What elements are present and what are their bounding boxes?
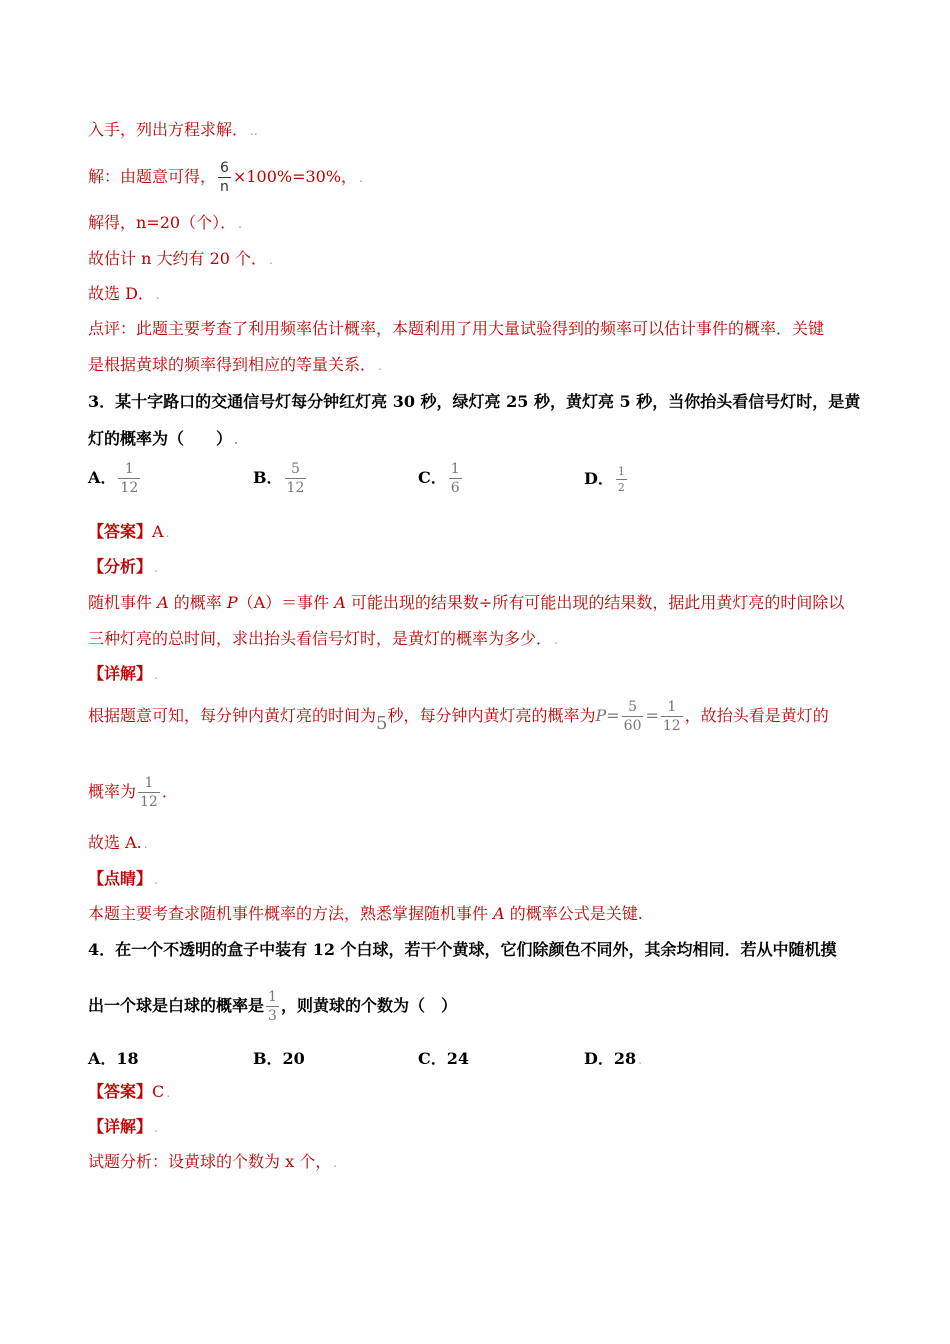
q3-option-c: C． $\frac{1}{6}$ (418, 461, 460, 496)
q3-stem-line-2: 灯的概率为（ ） . (88, 429, 239, 448)
q4-stem-line-1: 4．在一个不透明的盒子中装有 12 个白球，若干个黄球，它们除颜色不同外，其余均相同．若从中随机摸 (88, 940, 837, 959)
q2-estimate-line: 故估计 n 大约有 20 个． . (88, 249, 273, 268)
q3-answer-line: 【答案】A . (88, 522, 170, 541)
q3-stem-line-1: 3．某十字路口的交通信号灯每分钟红灯亮 30 秒，绿灯亮 25 秒，黄灯亮 5 秒，当你抬头看信号灯时，是黄 (88, 392, 861, 411)
q2-choice-line: 故选 D． . (88, 284, 160, 303)
q2-solve-line: 解：由题意可得， $\frac{6}{n}$ ×100%=30%， . (88, 160, 363, 195)
q2-comment-line-1: 点评：此题主要考查了利用频率估计概率，本题利用了用大量试验得到的频率可以估计事件的概率．关键 (88, 319, 825, 338)
q4-detail-tag: 【详解】 . (88, 1117, 158, 1136)
q4-option-b: B．20 (253, 1049, 305, 1068)
q3-analysis-line-2: 三种灯亮的总时间，求出抬头看信号灯时，是黄灯的概率为多少． . (88, 629, 558, 648)
q2-comment-line-2: 是根据黄球的频率得到相应的等量关系． . (88, 355, 382, 374)
q3-comment-line: 本题主要考查求随机事件概率的方法，熟悉掌握随机事件 A 的概率公式是关键. (88, 904, 643, 923)
q2-result-line: 解得，n=20（个）． . (88, 213, 242, 232)
q2-intro-line: 入手，列出方程求解． .. (88, 120, 258, 139)
q3-analysis-tag: 【分析】 . (88, 557, 158, 576)
q3-detail-tag: 【详解】 . (88, 664, 158, 683)
q3-option-d: D． $\frac{1}{2}$ (584, 465, 625, 494)
q3-choice-line: 故选 A. . (88, 833, 148, 852)
q3-detail-line-2: 概率为 $\frac{1}{12}$ ． (88, 775, 178, 810)
q3-comment-tag: 【点睛】 . (88, 869, 158, 888)
q3-option-b: B． $\frac{5}{12}$ (253, 461, 305, 496)
q3-option-a: A． $\frac{1}{12}$ (88, 461, 139, 496)
q4-detail-line-1: 试题分析：设黄球的个数为 x 个， . (88, 1152, 338, 1171)
q3-analysis-line-1: 随机事件 A 的概率 P（A）＝事件 A 可能出现的结果数÷所有可能出现的结果数，据此用黄灯亮的时间除以 (88, 593, 845, 612)
q4-option-a: A．18 (88, 1049, 139, 1068)
q4-stem-line-2: 出一个球是白球的概率是 $\frac{1}{3}$ ，则黄球的个数为（ ） (88, 989, 457, 1024)
q4-option-d: D．28 . (584, 1049, 642, 1068)
q4-option-c: C．24 (418, 1049, 470, 1068)
q3-detail-line-1: 根据题意可知，每分钟内黄灯亮的时间为5秒，每分钟内黄灯亮的概率为P= $\frac{5}{60}$ = $\frac{1}{12}$ ，故抬头看是黄灯的 (88, 699, 829, 734)
q2-fraction: $\frac{6}{n}$ (220, 160, 229, 195)
q4-answer-line: 【答案】C . (88, 1082, 171, 1101)
